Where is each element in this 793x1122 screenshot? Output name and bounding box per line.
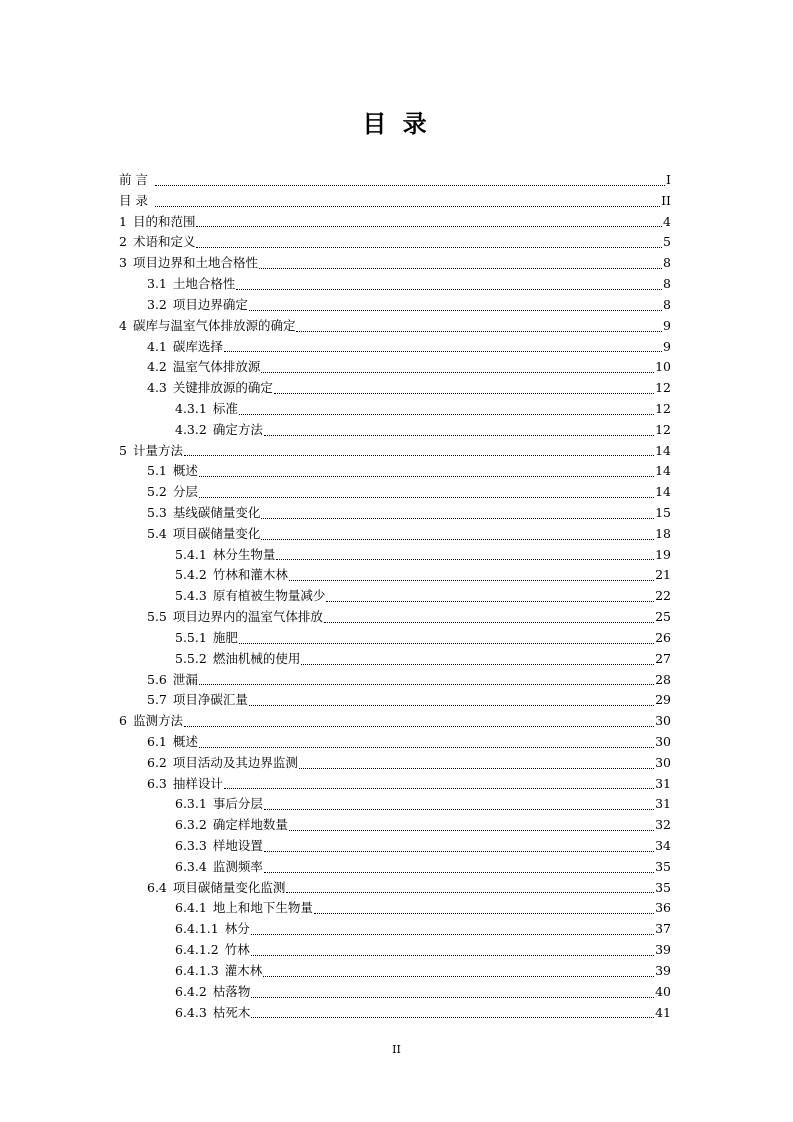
toc-entry-text: 项目净碳汇量: [172, 692, 248, 708]
toc-entry[interactable]: [119, 337, 671, 358]
toc-entry-label: [147, 524, 260, 545]
toc-entry-text: 施肥: [212, 629, 238, 645]
toc-entry-label: [175, 649, 300, 670]
toc-entry-label: [147, 274, 235, 295]
toc-entry-label: [147, 690, 248, 711]
toc-entry-label: [175, 399, 238, 420]
dot-leader: [184, 454, 654, 456]
dot-leader: [299, 767, 654, 769]
toc-entry-label: [175, 545, 275, 566]
toc-entry-page: 14: [655, 442, 671, 458]
dot-leader: [251, 933, 654, 935]
toc-entry[interactable]: [119, 586, 671, 607]
dot-leader: [155, 184, 665, 186]
toc-entry-label: [175, 420, 263, 441]
toc-entry-number: 5.5.2: [175, 650, 207, 666]
dot-leader: [263, 975, 654, 977]
toc-entry-text: 林分生物量: [212, 546, 276, 562]
toc-entry-text: 项目碳储量变化监测: [172, 879, 286, 895]
toc-entry-label: [119, 711, 183, 732]
toc-entry-page: 41: [655, 1004, 671, 1020]
toc-entry[interactable]: [119, 961, 671, 982]
toc-entry-number: 6.2: [147, 754, 167, 770]
dot-leader: [264, 434, 654, 436]
toc-entry-text: 抽样设计: [172, 775, 223, 791]
toc-entry-text: 项目活动及其边界监测: [172, 754, 298, 770]
toc-entry[interactable]: [119, 232, 671, 253]
toc-entry-page: 39: [655, 942, 671, 958]
toc-entry-number: 6.4.1: [175, 900, 207, 916]
toc-entry-number: 6.1: [147, 733, 167, 749]
toc-entry-page: 30: [655, 754, 671, 770]
toc-entry-page: 35: [655, 858, 671, 874]
toc-entry-text: 原有植被生物量减少: [212, 588, 326, 604]
toc-entry-page: 34: [655, 838, 671, 853]
toc-entry-number: 6.3.4: [175, 858, 207, 874]
toc-entry[interactable]: [119, 295, 671, 316]
toc-entry[interactable]: [119, 191, 671, 212]
toc-entry-label: [147, 732, 198, 753]
toc-entry-label: [119, 212, 195, 233]
dot-leader: [259, 267, 662, 269]
toc-entry-label: [119, 253, 258, 274]
toc-entry-text: 目的和范围: [132, 213, 196, 229]
toc-entry-page: I: [666, 172, 671, 187]
toc-entry-text: 关键排放源的确定: [172, 380, 273, 396]
toc-entry-number: 3.2: [147, 296, 167, 312]
toc-entry[interactable]: [119, 898, 671, 919]
dot-leader: [326, 600, 654, 602]
toc-entry-text: 标准: [212, 400, 238, 416]
toc-entry-text: 枯死木: [212, 1004, 251, 1020]
toc-entry-text: 基线碳储量变化: [172, 505, 261, 520]
toc-entry-number: 6.4.2: [175, 983, 207, 999]
toc-entry-label: [147, 357, 260, 378]
toc-entry-number: 5.1: [147, 463, 167, 479]
toc-entry-label: [175, 919, 250, 940]
toc-entry[interactable]: [119, 565, 671, 586]
toc-entry-label: [147, 378, 273, 399]
toc-entry-text: 温室气体排放源: [172, 359, 261, 375]
toc-entry-page: 32: [655, 817, 671, 833]
toc-entry-number: 5.4: [147, 525, 167, 541]
page-title: 目 录: [362, 110, 431, 138]
dot-leader: [199, 475, 654, 477]
toc-entry[interactable]: [119, 441, 671, 462]
toc-entry[interactable]: [119, 628, 671, 649]
toc-entry-page: 31: [655, 775, 671, 791]
toc-entry-label: [147, 337, 223, 358]
dot-leader: [199, 746, 654, 748]
dot-leader: [264, 871, 654, 873]
toc-entry[interactable]: [119, 170, 671, 191]
toc-entry[interactable]: [119, 545, 671, 566]
dot-leader: [289, 579, 654, 581]
toc-entry-page: 30: [655, 713, 671, 729]
toc-entry-page: 14: [655, 463, 671, 479]
dot-leader: [184, 725, 654, 727]
toc-entry-page: 35: [655, 879, 671, 895]
dot-leader: [249, 704, 654, 706]
toc-entry[interactable]: [119, 482, 671, 503]
toc-entry-label: [175, 565, 288, 586]
toc-entry[interactable]: [119, 732, 671, 753]
toc-entry-text: 项目边界内的温室气体排放: [172, 609, 323, 625]
toc-entry-page: 28: [655, 671, 671, 687]
toc-entry-label: [175, 961, 262, 982]
toc-entry-label: [119, 191, 154, 212]
toc-entry-number: 4.1: [147, 338, 167, 354]
dot-leader: [239, 413, 654, 415]
toc-entry-number: 5.4.1: [175, 546, 207, 562]
toc-entry-label: [147, 503, 260, 524]
toc-entry[interactable]: [119, 649, 671, 670]
toc-entry-number: 3: [119, 255, 127, 271]
toc-entry[interactable]: [119, 815, 671, 836]
toc-entry-page: 25: [655, 609, 671, 625]
dot-leader: [239, 642, 654, 644]
toc-entry-label: [175, 857, 263, 878]
toc-entry-text: 泄漏: [172, 671, 198, 687]
dot-leader: [251, 1016, 654, 1018]
toc-entry-text: 计量方法: [132, 442, 183, 458]
toc-entry-page: 8: [663, 276, 671, 292]
toc-entry-label: [175, 940, 250, 961]
dot-leader: [264, 808, 654, 810]
toc-entry-number: 6.4.3: [175, 1004, 207, 1020]
toc-entry[interactable]: [119, 420, 671, 441]
toc-entry-number: 5.5.1: [175, 629, 207, 645]
toc-entry-text: 概述: [172, 733, 198, 749]
dot-leader: [224, 350, 662, 352]
toc-entry[interactable]: [119, 774, 671, 795]
toc-entry-page: 19: [655, 546, 671, 562]
toc-entry-page: 12: [655, 421, 671, 437]
toc-entry-text: 概述: [172, 463, 198, 479]
toc-entry-page: 30: [655, 733, 671, 749]
table-of-contents: [119, 170, 671, 1023]
toc-entry-page: 36: [655, 900, 671, 916]
dot-leader: [251, 996, 654, 998]
toc-entry[interactable]: [119, 878, 671, 899]
toc-entry[interactable]: [119, 690, 671, 711]
toc-entry[interactable]: [119, 274, 671, 295]
toc-entry-page: 9: [663, 338, 671, 354]
toc-entry-text: 竹林: [224, 942, 250, 958]
toc-entry-page: 8: [663, 255, 671, 271]
toc-entry-text: 分层: [172, 484, 198, 500]
toc-entry[interactable]: [119, 378, 671, 399]
toc-entry-text: 项目碳储量变化: [172, 525, 261, 541]
toc-entry-label: [147, 607, 323, 628]
toc-entry[interactable]: [119, 940, 671, 961]
toc-entry-number: 目 录: [119, 192, 148, 208]
dot-leader: [286, 891, 654, 893]
dot-leader: [261, 517, 654, 519]
toc-entry-text: 土地合格性: [172, 276, 236, 292]
toc-entry-page: 22: [655, 588, 671, 604]
toc-entry-label: [147, 878, 285, 899]
toc-entry-label: [147, 753, 298, 774]
toc-entry-number: 5.5: [147, 609, 167, 625]
toc-entry-text: 项目边界确定: [172, 296, 248, 312]
toc-entry-page: 10: [655, 359, 671, 375]
toc-entry-text: 样地设置: [212, 838, 263, 853]
toc-entry-label: [175, 815, 288, 836]
toc-entry-number: 前 言: [119, 172, 148, 187]
dot-leader: [155, 205, 660, 207]
toc-entry-page: 8: [663, 296, 671, 312]
toc-entry[interactable]: [119, 794, 671, 815]
toc-entry-number: 5.4.2: [175, 567, 207, 583]
toc-entry-text: 枯落物: [212, 983, 251, 999]
toc-entry-number: 3.1: [147, 276, 167, 292]
toc-entry[interactable]: [119, 461, 671, 482]
toc-entry-text: 碳库与温室气体排放源的确定: [132, 317, 296, 333]
toc-entry-number: 5.7: [147, 692, 167, 708]
toc-entry-number: 6.3.1: [175, 796, 207, 812]
toc-entry[interactable]: [119, 399, 671, 420]
dot-leader: [236, 288, 662, 290]
dot-leader: [296, 330, 662, 332]
toc-entry-text: 地上和地下生物量: [212, 900, 313, 916]
toc-entry-number: 6.4.1.1: [175, 921, 219, 937]
toc-entry-number: 6.4.1.3: [175, 962, 219, 978]
toc-entry-page: 5: [663, 234, 671, 250]
toc-entry-label: [119, 316, 295, 337]
toc-entry-text: 灌木林: [224, 962, 263, 978]
dot-leader: [261, 538, 654, 540]
dot-leader: [196, 225, 662, 227]
toc-entry-number: 6.3.3: [175, 838, 207, 853]
toc-entry-number: 4.3.1: [175, 400, 207, 416]
toc-entry-page: 21: [655, 567, 671, 583]
toc-entry-label: [175, 898, 313, 919]
toc-entry-text: 林分: [224, 921, 250, 937]
toc-entry-label: [147, 461, 198, 482]
toc-entry[interactable]: [119, 357, 671, 378]
dot-leader: [199, 683, 654, 685]
toc-entry-text: 竹林和灌木林: [212, 567, 288, 583]
page-number: II: [392, 1043, 401, 1056]
toc-entry-number: 6.4: [147, 879, 167, 895]
toc-entry-text: 监测方法: [132, 713, 183, 729]
dot-leader: [274, 392, 654, 394]
toc-entry-number: 6.4.1.2: [175, 942, 219, 958]
dot-leader: [324, 621, 654, 623]
toc-entry-number: 6.3: [147, 775, 167, 791]
toc-entry-label: [119, 441, 183, 462]
toc-entry-page: 9: [663, 317, 671, 333]
toc-entry[interactable]: [119, 670, 671, 691]
toc-entry-page: 14: [655, 484, 671, 500]
toc-entry-label: [175, 628, 238, 649]
toc-entry-label: [147, 670, 198, 691]
dot-leader: [249, 309, 662, 311]
toc-entry[interactable]: [119, 503, 671, 524]
dot-leader: [199, 496, 654, 498]
toc-entry-number: 5.6: [147, 671, 167, 687]
toc-entry-number: 5: [119, 442, 127, 458]
toc-entry-number: 1: [119, 213, 127, 229]
toc-entry-number: 2: [119, 234, 127, 250]
toc-entry[interactable]: [119, 919, 671, 940]
dot-leader: [196, 246, 662, 248]
dot-leader: [251, 954, 654, 956]
toc-entry[interactable]: [119, 524, 671, 545]
toc-entry[interactable]: [119, 753, 671, 774]
toc-entry[interactable]: [119, 711, 671, 732]
toc-entry-page: 29: [655, 692, 671, 708]
toc-entry-number: 4: [119, 317, 127, 333]
toc-entry-label: [175, 982, 250, 1003]
toc-entry-page: 4: [663, 213, 671, 229]
dot-leader: [301, 663, 654, 665]
dot-leader: [224, 787, 654, 789]
toc-entry[interactable]: [119, 316, 671, 337]
toc-entry-number: 5.3: [147, 505, 167, 520]
toc-entry-number: 5.2: [147, 484, 167, 500]
toc-entry-text: 确定方法: [212, 421, 263, 437]
toc-entry-page: 37: [655, 921, 671, 937]
toc-entry-number: 4.3: [147, 380, 167, 396]
toc-entry[interactable]: [119, 607, 671, 628]
toc-entry-page: 40: [655, 983, 671, 999]
toc-entry-number: 6: [119, 713, 127, 729]
toc-entry-page: II: [661, 192, 671, 208]
toc-entry-page: 18: [655, 525, 671, 541]
toc-entry-page: 27: [655, 650, 671, 666]
toc-entry-text: 确定样地数量: [212, 817, 288, 833]
toc-entry-text: 事后分层: [212, 796, 263, 812]
toc-entry-page: 12: [655, 380, 671, 396]
toc-entry-label: [175, 836, 263, 857]
toc-entry[interactable]: [119, 857, 671, 878]
toc-entry-page: 26: [655, 629, 671, 645]
toc-entry-label: [147, 295, 248, 316]
toc-entry-text: 项目边界和土地合格性: [132, 255, 258, 271]
toc-entry-text: 监测频率: [212, 858, 263, 874]
toc-entry-number: 4.2: [147, 359, 167, 375]
toc-entry-page: 39: [655, 962, 671, 978]
toc-entry[interactable]: [119, 212, 671, 233]
toc-entry-label: [175, 794, 263, 815]
toc-entry-text: 术语和定义: [132, 234, 196, 250]
dot-leader: [264, 850, 654, 852]
dot-leader: [289, 829, 654, 831]
toc-entry-page: 12: [655, 400, 671, 416]
dot-leader: [261, 371, 654, 373]
toc-entry-page: 31: [655, 796, 671, 812]
toc-entry[interactable]: [119, 1003, 671, 1024]
toc-entry-label: [175, 1003, 250, 1024]
toc-entry-label: [147, 482, 198, 503]
toc-entry[interactable]: [119, 836, 671, 857]
toc-entry-label: [175, 586, 325, 607]
toc-entry-number: 4.3.2: [175, 421, 207, 437]
toc-entry-label: [119, 232, 195, 253]
toc-entry-label: [147, 774, 223, 795]
toc-entry[interactable]: [119, 982, 671, 1003]
toc-entry-number: 6.3.2: [175, 817, 207, 833]
toc-entry-number: 5.4.3: [175, 588, 207, 604]
dot-leader: [314, 912, 654, 914]
toc-entry-label: [119, 170, 154, 191]
toc-entry-text: 燃油机械的使用: [212, 650, 301, 666]
toc-entry-page: 15: [655, 505, 671, 520]
toc-entry-text: 碳库选择: [172, 338, 223, 354]
dot-leader: [276, 558, 654, 560]
toc-entry[interactable]: [119, 253, 671, 274]
